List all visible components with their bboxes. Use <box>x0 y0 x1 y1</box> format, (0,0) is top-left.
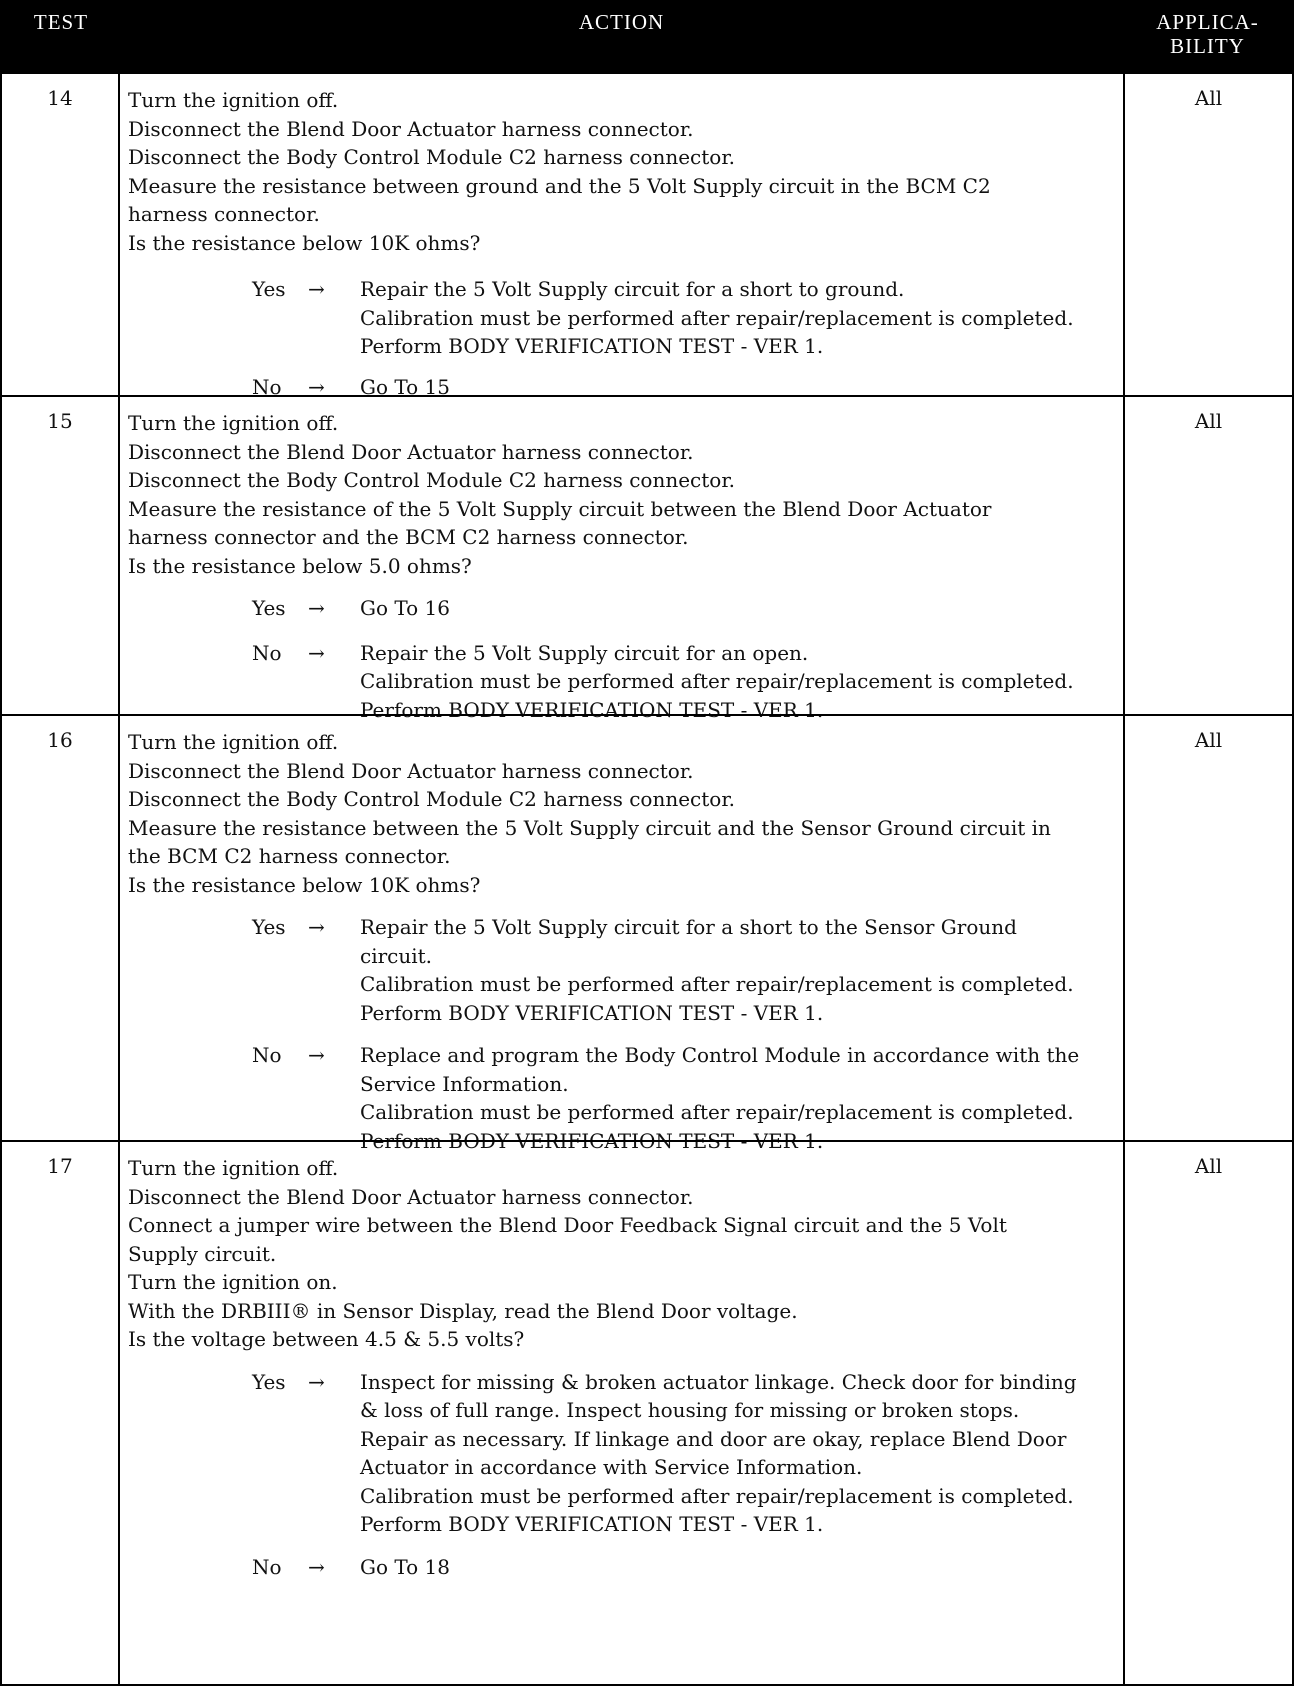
applicability-value: All <box>1194 1154 1223 1178</box>
table-header <box>2 2 1292 72</box>
arrow-right-icon: → <box>308 1369 325 1394</box>
action-step: Supply circuit. <box>128 1241 277 1266</box>
arrow-right-icon: → <box>308 1554 325 1579</box>
applicability-cell <box>1123 74 1292 395</box>
action-step: Is the resistance below 5.0 ohms? <box>128 553 472 578</box>
action-step: Disconnect the Body Control Module C2 harness connector. <box>128 468 736 492</box>
answer-label: Yes <box>252 277 286 301</box>
test-cell <box>2 1142 120 1686</box>
answer-label: Yes <box>252 1369 286 1394</box>
applicability-value: All <box>1194 409 1223 433</box>
answer-line: Service Information. <box>360 1071 569 1096</box>
action-step: Measure the resistance between the 5 Volt Supply circuit and the Sensor Ground circuit in <box>128 815 1051 840</box>
table-row <box>2 714 1292 1153</box>
action-step: Measure the resistance between ground and the 5 Volt Supply circuit in the BCM C2 <box>128 173 991 198</box>
test-number: 14 <box>47 86 73 110</box>
action-step: Turn the ignition off. <box>128 88 339 112</box>
answer-label: No <box>252 1554 282 1579</box>
action-step: Disconnect the Blend Door Actuator harness connector. <box>128 758 694 783</box>
action-cell <box>128 409 1114 724</box>
answer-line: Calibration must be performed after repair/replacement is completed. <box>360 1100 1074 1124</box>
header-applicability-line2: BILITY <box>1170 34 1245 58</box>
answer-label: No <box>252 374 282 399</box>
action-step: Disconnect the Blend Door Actuator harness connector. <box>128 116 694 141</box>
answer-line: Repair the 5 Volt Supply circuit for a short to the Sensor Ground <box>360 915 1017 939</box>
action-step: Disconnect the Body Control Module C2 harness connector. <box>128 145 736 169</box>
arrow-right-icon: → <box>308 640 325 665</box>
action-step: Is the resistance below 10K ohms? <box>128 872 481 897</box>
answer-label: Yes <box>252 596 286 620</box>
test-cell <box>2 716 120 1140</box>
action-cell <box>128 1154 1114 1581</box>
answer-label: No <box>252 1043 282 1067</box>
action-step: Disconnect the Blend Door Actuator harness connector. <box>128 1184 694 1209</box>
answer-text <box>360 1368 1114 1539</box>
answer-line: Repair as necessary. If linkage and door are okay, replace Blend Door <box>360 1426 1067 1451</box>
arrow-right-icon: → <box>308 1043 325 1067</box>
answer-line: Perform BODY VERIFICATION TEST - VER 1. <box>360 334 824 358</box>
answer-line: circuit. <box>360 943 433 968</box>
action-cell <box>128 86 1114 401</box>
applicability-value: All <box>1194 728 1223 752</box>
action-step: harness connector. <box>128 202 320 226</box>
action-step: Measure the resistance of the 5 Volt Supply circuit between the Blend Door Actuator <box>128 496 992 521</box>
action-step: the BCM C2 harness connector. <box>128 844 451 868</box>
answer-no <box>128 1553 1114 1582</box>
answer-text <box>360 639 1114 725</box>
answer-line: Perform BODY VERIFICATION TEST - VER 1. <box>360 697 824 722</box>
table-row <box>2 395 1292 722</box>
action-step: Turn the ignition off. <box>128 730 339 754</box>
answer-yes <box>128 594 1114 623</box>
test-number: 16 <box>47 728 73 752</box>
answer-line: Perform BODY VERIFICATION TEST - VER 1. <box>360 1512 824 1536</box>
answer-line: Calibration must be performed after repair/replacement is completed. <box>360 669 1074 693</box>
answer-line: & loss of full range. Inspect housing for missing or broken stops. <box>360 1398 1020 1422</box>
arrow-right-icon: → <box>308 596 325 620</box>
test-cell <box>2 74 120 395</box>
action-step: Is the voltage between 4.5 & 5.5 volts? <box>128 1327 525 1351</box>
header-action: ACTION <box>578 10 665 34</box>
action-step: harness connector and the BCM C2 harness connector. <box>128 525 689 549</box>
action-step: Turn the ignition on. <box>128 1270 338 1294</box>
answer-yes <box>128 913 1114 1027</box>
answer-line: Perform BODY VERIFICATION TEST - VER 1. <box>360 1128 824 1153</box>
answer-no <box>128 1041 1114 1155</box>
header-applicability-line1: APPLICA- <box>1156 10 1259 34</box>
answer-yes <box>128 1368 1114 1539</box>
table-row <box>2 1140 1292 1686</box>
answer-line: Go To 18 <box>360 1554 451 1579</box>
answer-text <box>360 1553 1114 1582</box>
applicability-cell <box>1123 1142 1292 1686</box>
answer-text <box>360 1041 1114 1155</box>
action-step: Disconnect the Blend Door Actuator harness connector. <box>128 439 694 464</box>
arrow-right-icon: → <box>308 277 325 301</box>
arrow-right-icon: → <box>308 915 325 939</box>
answer-text <box>360 594 1114 623</box>
test-number: 17 <box>47 1154 73 1178</box>
answer-line: Calibration must be performed after repair/replacement is completed. <box>360 1483 1074 1508</box>
applicability-cell <box>1123 716 1292 1140</box>
answer-text <box>360 913 1114 1027</box>
arrow-right-icon: → <box>308 374 325 399</box>
applicability-value: All <box>1194 86 1223 110</box>
answer-line: Repair the 5 Volt Supply circuit for an open. <box>360 640 809 665</box>
answer-text <box>360 275 1114 361</box>
action-step: Disconnect the Body Control Module C2 harness connector. <box>128 787 736 811</box>
answer-no <box>128 639 1114 725</box>
header-test: TEST <box>33 10 89 34</box>
answer-label: Yes <box>252 915 286 939</box>
table-row <box>2 72 1292 399</box>
answer-line: Actuator in accordance with Service Information. <box>360 1455 863 1479</box>
action-step: Turn the ignition off. <box>128 411 339 435</box>
answer-line: Go To 16 <box>360 596 451 620</box>
test-number: 15 <box>47 409 73 433</box>
applicability-cell <box>1123 397 1292 714</box>
action-cell <box>128 728 1114 1155</box>
answer-line: Calibration must be performed after repair/replacement is completed. <box>360 305 1074 330</box>
answer-line: Go To 15 <box>360 374 451 399</box>
answer-line: Calibration must be performed after repair/replacement is completed. <box>360 972 1074 996</box>
action-step: Turn the ignition off. <box>128 1156 339 1180</box>
answer-line: Perform BODY VERIFICATION TEST - VER 1. <box>360 1000 824 1025</box>
answer-line: Inspect for missing & broken actuator linkage. Check door for binding <box>360 1369 1077 1394</box>
action-step: With the DRBIII® in Sensor Display, read the Blend Door voltage. <box>128 1298 798 1323</box>
test-cell <box>2 397 120 714</box>
action-step: Is the resistance below 10K ohms? <box>128 230 481 255</box>
answer-line: Repair the 5 Volt Supply circuit for a short to ground. <box>360 277 905 301</box>
answer-line: Replace and program the Body Control Module in accordance with the <box>360 1043 1080 1067</box>
answer-label: No <box>252 640 282 665</box>
header-applicability <box>1123 2 1292 80</box>
answer-yes <box>128 275 1114 361</box>
action-step: Connect a jumper wire between the Blend Door Feedback Signal circuit and the 5 Volt <box>128 1213 1007 1237</box>
